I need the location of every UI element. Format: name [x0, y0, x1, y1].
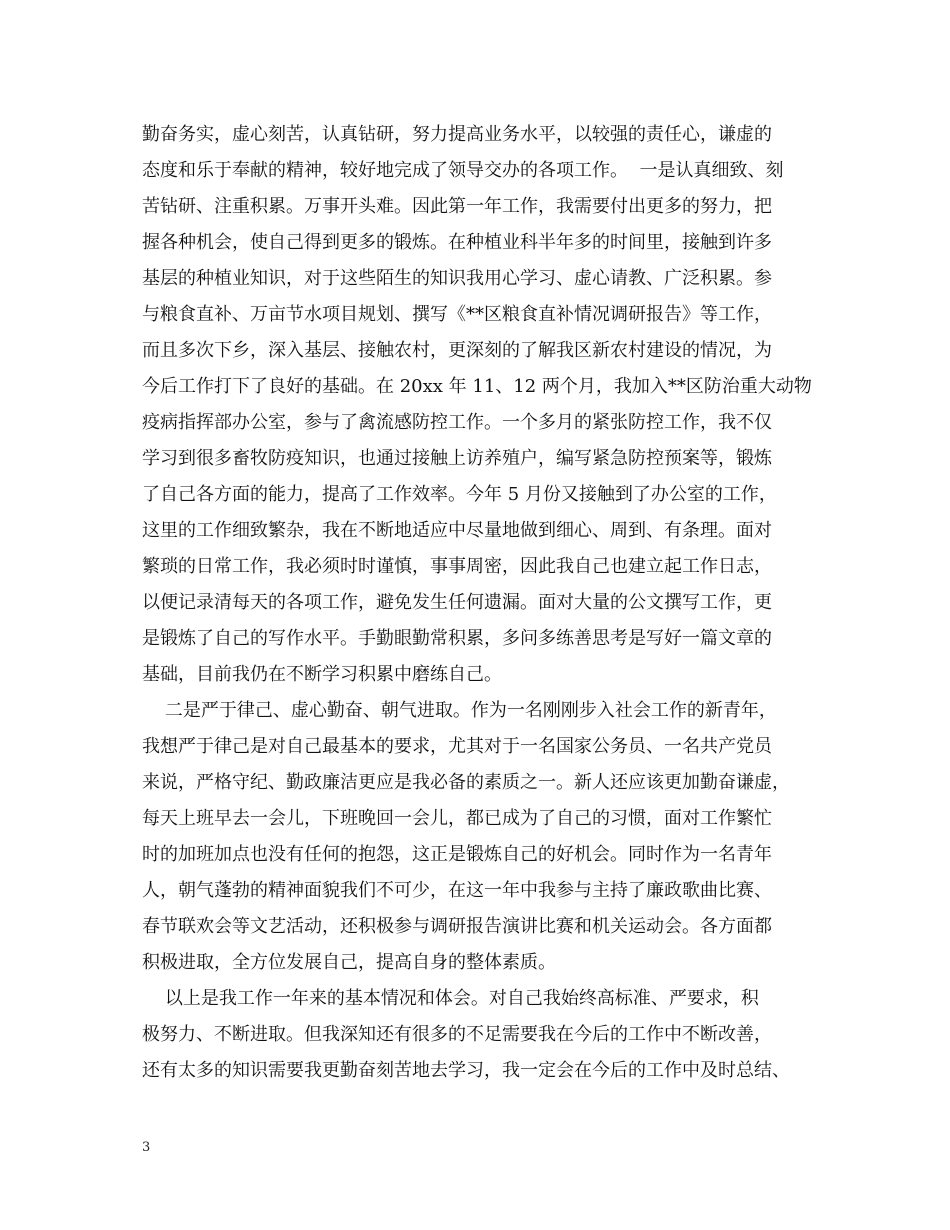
- text-line: 基层的种植业知识，对于这些陌生的知识我用心学习、虚心请教、广泛积累。参: [142, 268, 772, 289]
- text-line: 时的加班加点也没有任何的抱怨，这正是锻炼自己的好机会。同时作为一名青年: [142, 844, 772, 865]
- text-line: 每天上班早去一会儿，下班晚回一会儿，都已成为了自己的习惯，面对工作繁忙: [142, 808, 772, 829]
- text-line: 基础，目前我仍在不断学习积累中磨练自己。: [142, 664, 502, 685]
- text-line: 疫病指挥部办公室，参与了禽流感防控工作。一个多月的紧张防控工作，我不仅: [142, 412, 772, 433]
- text-line: 今后工作打下了良好的基础。在 20xx 年 11、12 两个月，我加入**区防治重大动物: [142, 376, 812, 397]
- text-line: 而且多次下乡，深入基层、接触农村，更深刻的了解我区新农村建设的情况，为: [142, 340, 772, 361]
- text-line: 还有太多的知识需要我更勤奋刻苦地去学习，我一定会在今后的工作中及时总结、: [142, 1060, 790, 1081]
- text-line: 来说，严格守纪、勤政廉洁更应是我必备的素质之一。新人还应该更加勤奋谦虚，: [142, 772, 790, 793]
- text-line: 态度和乐于奉献的精神，较好地完成了领导交办的各项工作。 一是认真细致、刻: [142, 160, 784, 181]
- text-line: 二是严于律己、虚心勤奋、朝气进取。作为一名刚刚步入社会工作的新青年，: [142, 700, 777, 721]
- page-number: 3: [142, 1140, 151, 1155]
- text-line: 以上是我工作一年来的基本情况和体会。对自己我始终高标准、严要求，积: [142, 988, 759, 1009]
- text-line: 春节联欢会等文艺活动，还积极参与调研报告演讲比赛和机关运动会。各方面都: [142, 916, 772, 937]
- text-line: 勤奋务实，虚心刻苦，认真钻研，努力提高业务水平，以较强的责任心，谦虚的: [142, 124, 772, 145]
- text-line: 苦钻研、注重积累。万事开头难。因此第一年工作，我需要付出更多的努力，把: [142, 196, 772, 217]
- text-line: 握各种机会，使自己得到更多的锻炼。在种植业科半年多的时间里，接触到许多: [142, 232, 772, 253]
- text-line: 是锻炼了自己的写作水平。手勤眼勤常积累，多问多练善思考是写好一篇文章的: [142, 628, 772, 649]
- text-line: 了自己各方面的能力，提高了工作效率。今年 5 月份又接触到了办公室的工作，: [142, 484, 777, 505]
- text-line: 学习到很多畜牧防疫知识，也通过接触上访养殖户，编写紧急防控预案等，锻炼: [142, 448, 772, 469]
- text-line: 繁琐的日常工作，我必须时时谨慎，事事周密，因此我自己也建立起工作日志，: [142, 556, 772, 577]
- text-line: 我想严于律己是对自己最基本的要求，尤其对于一名国家公务员、一名共产党员: [142, 736, 772, 757]
- text-line: 极努力、不断进取。但我深知还有很多的不足需要我在今后的工作中不断改善，: [142, 1024, 772, 1045]
- text-line: 积极进取，全方位发展自己，提高自身的整体素质。: [142, 952, 556, 973]
- text-line: 与粮食直补、万亩节水项目规划、撰写《**区粮食直补情况调研报告》等工作，: [142, 304, 772, 325]
- text-line: 这里的工作细致繁杂，我在不断地适应中尽量地做到细心、周到、有条理。面对: [142, 520, 772, 541]
- body-text: [142, 117, 822, 1089]
- text-line: 人，朝气蓬勃的精神面貌我们不可少，在这一年中我参与主持了廉政歌曲比赛、: [142, 880, 772, 901]
- text-line: 以便记录清每天的各项工作，避免发生任何遗漏。面对大量的公文撰写工作，更: [142, 592, 772, 613]
